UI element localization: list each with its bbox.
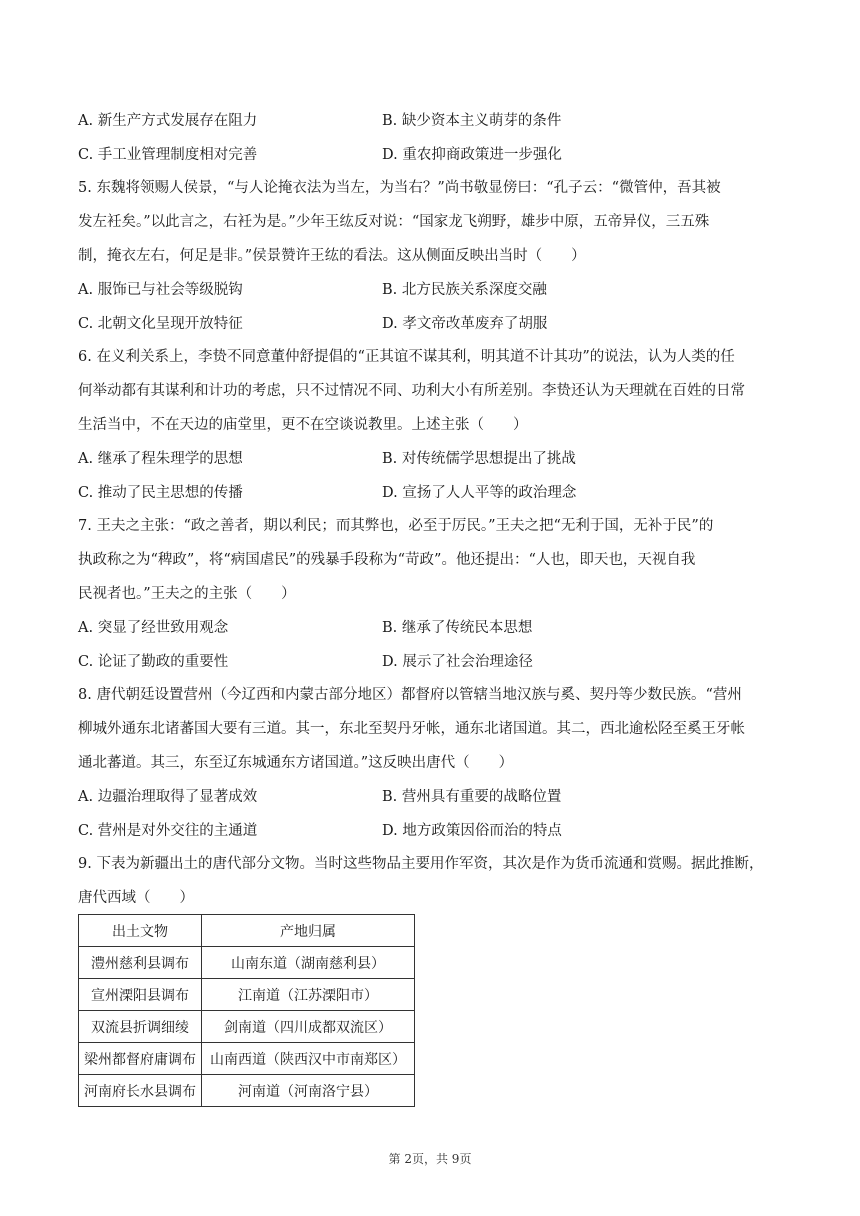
q8-option-a: A. 边疆治理取得了显著成效 [78,789,258,805]
table-header-cell: 出土文物 [79,915,202,947]
q7-stem-line: 执政称之为“稗政”，将“病国虐民”的残暴手段称为“苛政”。他还提出：“人也，即天也，天视自我 [78,552,696,568]
table-cell: 山南西道（陕西汉中市南郑区） [202,1043,415,1075]
table-cell: 梁州都督府庸调布 [79,1043,202,1075]
table-row [79,979,415,1011]
q8-stem-line: 通北蕃道。其三，东至辽东城通东方诸国道。”这反映出唐代（ ） [78,755,514,771]
q5-options-row-1 [78,280,778,300]
table-row [79,947,415,979]
q7-stem-line: 7. 王夫之主张：“政之善者，期以利民；而其弊也，必至于厉民。”王夫之把“无利于国，无补于民”的 [78,518,714,534]
table-cell: 宣州溧阳县调布 [79,979,202,1011]
q5-options-row-2 [78,314,778,334]
table-row [79,1043,415,1075]
q6-options-row-1 [78,449,778,469]
q5-option-c: C. 北朝文化呈现开放特征 [78,316,243,332]
table-cell: 双流县折调细绫 [79,1011,202,1043]
q4-option-b: B. 缺少资本主义萌芽的条件 [382,113,562,129]
q4-options-row-2 [78,145,778,165]
q7-option-d: D. 展示了社会治理途径 [382,654,533,670]
q6-option-d: D. 宣扬了人人平等的政治理念 [382,485,577,501]
q5-option-d: D. 孝文帝改革废弃了胡服 [382,316,548,332]
q6-stem-line: 生活当中，不在天边的庙堂里，更不在空谈说教里。上述主张（ ） [78,417,528,433]
q8-option-d: D. 地方政策因俗而治的特点 [382,823,562,839]
q6-option-c: C. 推动了民主思想的传播 [78,485,243,501]
q5-option-b: B. 北方民族关系深度交融 [382,282,547,298]
table-cell: 剑南道（四川成都双流区） [202,1011,415,1043]
q6-option-a: A. 继承了程朱理学的思想 [78,451,243,467]
q9-stem-line: 9. 下表为新疆出土的唐代部分文物。当时这些物品主要用作军资，其次是作为货币流通和赏赐。据此推断， [78,856,764,872]
q6-option-b: B. 对传统儒学思想提出了挑战 [382,451,576,467]
q8-option-c: C. 营州是对外交往的主通道 [78,823,258,839]
q8-option-b: B. 营州具有重要的战略位置 [382,789,562,805]
table-cell: 河南道（河南洛宁县） [202,1075,415,1107]
q6-stem-line: 6. 在义利关系上，李贽不同意董仲舒提倡的“正其谊不谋其利，明其道不计其功”的说法，认为人类的任 [78,349,735,365]
q5-option-a: A. 服饰已与社会等级脱钩 [78,282,243,298]
table-row [79,1075,415,1107]
q8-stem-line: 柳城外通东北诸蕃国大要有三道。其一，东北至契丹牙帐，通东北诸国道。其二，西北逾松陉至奚王牙帐 [78,721,745,737]
q8-stem-line: 8. 唐代朝廷设置营州（今辽西和内蒙古部分地区）都督府以管辖当地汉族与奚、契丹等少数民族。“营州 [78,687,742,703]
q7-options-row-1 [78,618,778,638]
q8-options-row-2 [78,821,778,841]
q7-options-row-2 [78,652,778,672]
q7-stem-line: 民视者也。”王夫之的主张（ ） [78,586,296,602]
q5-stem-line: 发左衽矣。”以此言之，右衽为是。”少年王纮反对说：“国家龙飞朔野，雄步中原，五帝异仪，三五殊 [78,214,710,230]
table-cell: 河南府长水县调布 [79,1075,202,1107]
q4-option-c: C. 手工业管理制度相对完善 [78,147,258,163]
q9-stem-line: 唐代西域（ ） [78,890,194,906]
q7-option-b: B. 继承了传统民本思想 [382,620,533,636]
q4-options-row-1 [78,111,778,131]
page-number-footer: 第 2页，共 9页 [388,1152,472,1166]
table-row [79,1011,415,1043]
q5-stem-line: 制，掩衣左右，何足是非。”侯景赞许王纮的看法。这从侧面反映出当时（ ） [78,248,586,264]
q7-option-a: A. 突显了经世致用观念 [78,620,229,636]
q4-option-a: A. 新生产方式发展存在阻力 [78,113,258,129]
table-cell: 江南道（江苏溧阳市） [202,979,415,1011]
q7-option-c: C. 论证了勤政的重要性 [78,654,229,670]
table-header-row [79,915,415,947]
q5-stem-line: 5. 东魏将领赐人侯景，“与人论掩衣法为当左，为当右？”尚书敬显傍曰：“孔子云：“微管仲，吾其被 [78,180,721,196]
q9-relics-table [78,914,415,1107]
table-header-cell: 产地归属 [202,915,415,947]
q8-options-row-1 [78,787,778,807]
table-cell: 澧州慈利县调布 [79,947,202,979]
q4-option-d: D. 重农抑商政策进一步强化 [382,147,562,163]
q6-options-row-2 [78,483,778,503]
table-cell: 山南东道（湖南慈利县） [202,947,415,979]
q6-stem-line: 何举动都有其谋利和计功的考虑，只不过情况不同、功利大小有所差别。李贽还认为天理就在百姓的日常 [78,383,745,399]
